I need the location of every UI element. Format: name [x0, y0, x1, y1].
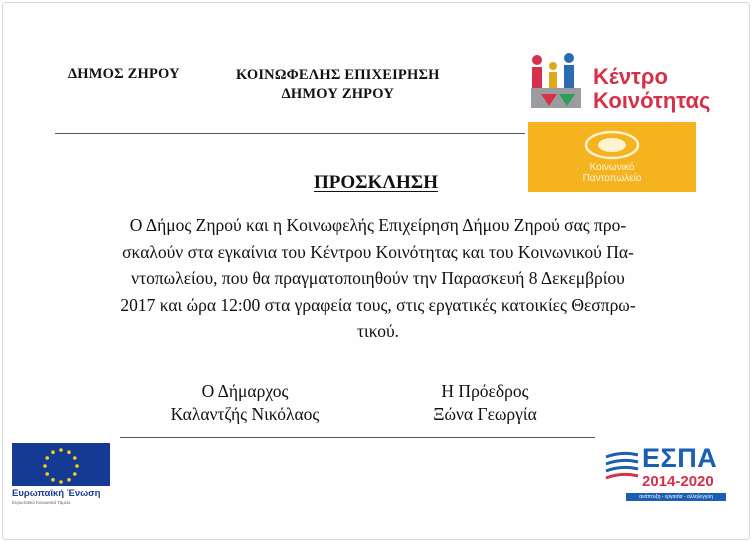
pantopoleio-emblem-icon	[582, 128, 642, 162]
body-line: τικού.	[357, 321, 399, 341]
kop-text-line1: Κοινωνικό	[589, 162, 635, 173]
mayor-name: Καλαντζής Νικόλαος	[170, 404, 320, 424]
espa-name: ΕΣΠΑ	[642, 443, 718, 473]
kentro-text: Κέντρο	[593, 64, 668, 89]
footer-divider	[120, 437, 595, 438]
president-name: Ξώνα Γεωργία	[433, 404, 537, 424]
body-line: σκαλούν στα εγκαίνια του Κέντρου Κοινότητας και του Κοινωνικού Πα-	[122, 241, 634, 262]
people-figures-icon	[529, 50, 595, 120]
espa-logo	[604, 443, 724, 507]
body-line: Ο Δήμος Ζηρού και η Κοινωφελής Επιχείρηση Δήμου Ζηρού σας προ-	[129, 215, 627, 235]
kop-text-line2: Παντοπωλείο	[582, 173, 642, 184]
espa-motto: ανάπτυξη - εργασία - αλληλεγγύη	[626, 493, 726, 501]
kentro-koinotitas-logo	[525, 48, 711, 124]
enterprise-name-line1: ΚΟΙΝΩΦΕΛΗΣ ΕΠΙΧΕΙΡΗΣΗ	[236, 67, 440, 83]
koinotitas-text: Κοινότητας	[593, 88, 711, 113]
mayor-signature	[140, 380, 350, 426]
body-line: ντοπωλείου, που θα πραγματοποιηθούν την Παρασκευή 8 Δεκεμβρίου	[131, 268, 625, 288]
invitation-body	[48, 212, 708, 345]
eu-logo	[12, 443, 112, 505]
enterprise-name	[236, 66, 440, 104]
enterprise-name-line2: ΔΗΜΟΥ ΖΗΡΟΥ	[281, 86, 395, 102]
invitation-title	[0, 172, 752, 194]
eu-sublabel: Ευρωπαϊκό Κοινωνικό Ταμείο	[12, 500, 71, 505]
mayor-role: Ο Δήμαρχος	[201, 381, 289, 401]
president-signature	[400, 380, 570, 426]
header-divider	[55, 133, 525, 134]
espa-years: 2014-2020	[642, 473, 714, 490]
president-role: Η Πρόεδρος	[441, 381, 529, 401]
eu-label: Ευρωπαϊκή Ένωση	[12, 488, 101, 499]
eu-flag-icon	[12, 443, 110, 486]
espa-stripes-icon	[604, 451, 640, 491]
municipality-name: ΔΗΜΟΣ ΖΗΡΟΥ	[68, 66, 180, 82]
invitation-title-text: ΠΡΟΣΚΛΗΣΗ	[314, 172, 438, 193]
body-line: 2017 και ώρα 12:00 στα γραφεία τους, στις εργατικές κατοικίες Θεσπρω-	[120, 294, 636, 315]
